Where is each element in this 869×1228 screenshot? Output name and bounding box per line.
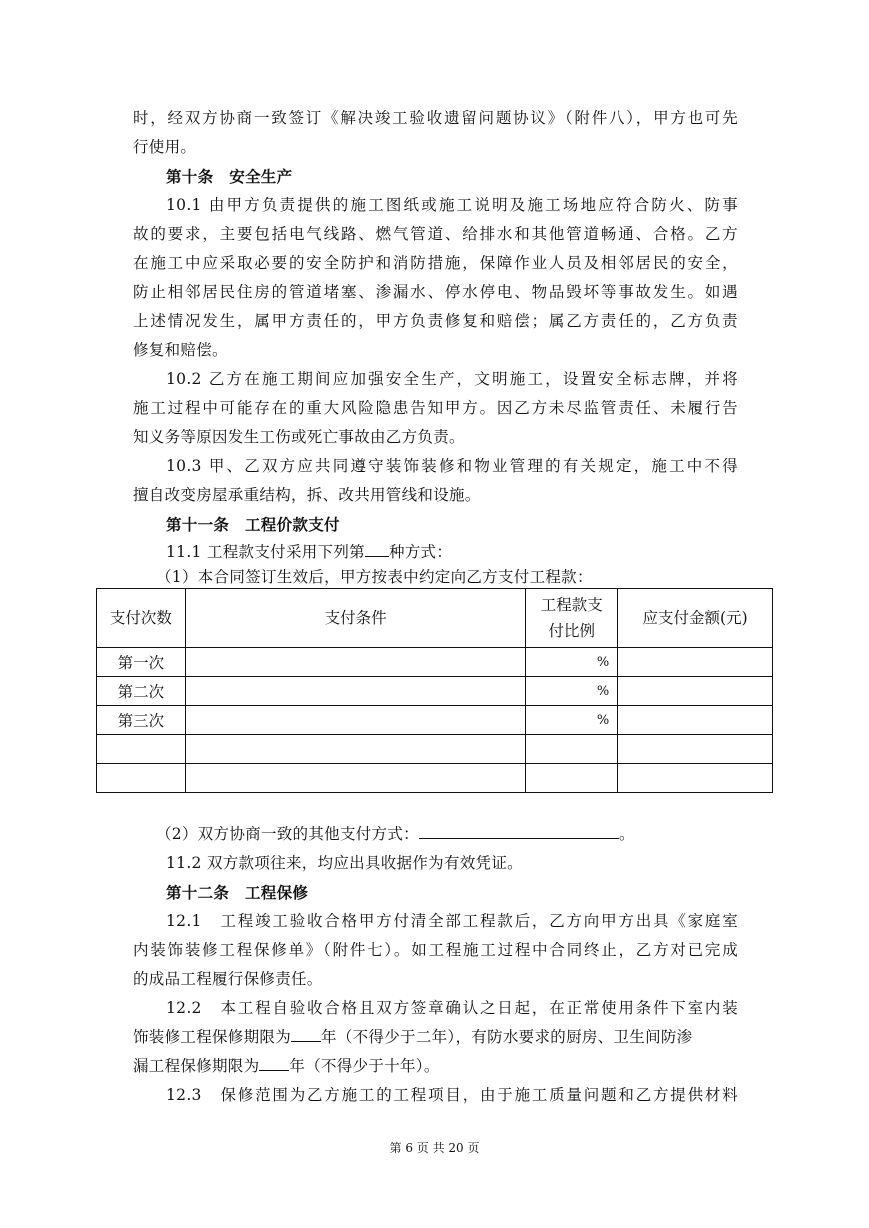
table-row: [97, 706, 773, 735]
paragraph-line: 的成品工程履行保修责任。: [133, 970, 323, 988]
header-cell: 支付条件: [185, 589, 525, 648]
payment-condition-cell[interactable]: [185, 677, 525, 706]
text-span: （2）双方协商一致的其他支付方式：: [156, 825, 419, 843]
blank-waterproof-warranty-years[interactable]: [259, 1052, 289, 1071]
paragraph-line: 时，经双方协商一致签订《解决竣工验收遗留问题协议》（附件八），甲方也可先: [133, 109, 738, 127]
paragraph-line: 擅自改变房屋承重结构，拆、改共用管线和设施。: [133, 486, 481, 504]
payment-ratio-cell[interactable]: [526, 735, 618, 764]
paragraph-line: [133, 1023, 738, 1052]
table-row: [97, 677, 773, 706]
paragraph-line: 防止相邻居民住房的管道堵塞、渗漏水、停水停电、物品毁坏等事故发生。如遇: [133, 283, 738, 301]
text-span: 年（不得少于十年）。: [289, 1057, 440, 1075]
paragraph-line: 故的要求，主要包括电气线路、燃气管道、给排水和其他管道畅通、合格。乙方: [133, 225, 738, 243]
section-heading-10: 第十条 安全生产: [166, 167, 293, 186]
payment-amount-cell[interactable]: [618, 648, 773, 677]
payment-count-cell: 第三次: [97, 706, 186, 735]
payment-count-cell[interactable]: [97, 735, 186, 764]
paragraph-line: 11.2 双方款项往来，均应出具收据作为有效凭证。: [166, 854, 523, 872]
paragraph-line: [156, 820, 761, 849]
text-span: 年（不得少于二年），有防水要求的厨房、卫生间防渗: [321, 1028, 693, 1046]
paragraph-line: [133, 1052, 738, 1081]
header-text: 工程款支: [540, 596, 603, 614]
paragraph-line: 10.1 由甲方负责提供的施工图纸或施工说明及施工场地应符合防火、防事: [166, 196, 738, 214]
text-span: 漏工程保修期限为: [133, 1057, 260, 1075]
table-row: [97, 735, 773, 764]
payment-condition-cell[interactable]: [185, 764, 525, 793]
blank-warranty-years[interactable]: [291, 1023, 321, 1042]
paragraph-line: 修复和赔偿。: [133, 341, 228, 359]
payment-ratio-cell[interactable]: %: [526, 648, 618, 677]
payment-count-cell: 第二次: [97, 677, 186, 706]
text-span: 种方式：: [388, 543, 453, 561]
paragraph-line: 12.1 工程竣工验收合格甲方付清全部工程款后，乙方向甲方出具《家庭室: [166, 912, 738, 930]
blank-method-number[interactable]: [365, 538, 389, 557]
header-cell: 支付次数: [97, 589, 186, 648]
payment-table: [96, 588, 773, 793]
paragraph-line: 12.3 保修范围为乙方施工的工程项目，由于施工质量问题和乙方提供材料: [166, 1086, 738, 1104]
paragraph-line: 在施工中应采取必要的安全防护和消防措施，保障作业人员及相邻居民的安全，: [133, 254, 738, 272]
payment-condition-cell[interactable]: [185, 706, 525, 735]
section-heading-11: 第十一条 工程价款支付: [166, 515, 340, 534]
table-row: [97, 764, 773, 793]
paragraph-line: 上述情况发生，属甲方责任的，甲方负责修复和赔偿；属乙方责任的，乙方负责: [133, 312, 738, 330]
payment-amount-cell[interactable]: [618, 706, 773, 735]
page-footer: 第 6 页 共 20 页: [389, 1141, 480, 1155]
paragraph-line: 施工过程中可能存在的重大风险隐患告知甲方。因乙方未尽监管责任、未履行告: [133, 399, 738, 417]
table-row: [97, 648, 773, 677]
paragraph-line: 10.2 乙方在施工期间应加强安全生产，文明施工，设置安全标志牌，并将: [166, 370, 738, 388]
paragraph-line: 行使用。: [133, 138, 197, 156]
paragraph-line: 10.3 甲、乙双方应共同遵守装饰装修和物业管理的有关规定，施工中不得: [166, 457, 738, 475]
blank-other-payment-method[interactable]: [419, 820, 619, 839]
paragraph-line: 12.2 本工程自验收合格且双方签章确认之日起，在正常使用条件下室内装: [166, 999, 738, 1017]
paragraph-line: （1）本合同签订生效后，甲方按表中约定向乙方支付工程款：: [156, 568, 593, 586]
payment-amount-cell[interactable]: [618, 735, 773, 764]
table-header-row: [97, 589, 773, 648]
payment-ratio-cell[interactable]: %: [526, 706, 618, 735]
header-cell: [526, 589, 618, 648]
payment-condition-cell[interactable]: [185, 735, 525, 764]
text-span: 。: [618, 825, 635, 843]
payment-ratio-cell[interactable]: %: [526, 677, 618, 706]
header-cell: 应支付金额(元): [618, 589, 773, 648]
text-span: 11.1 工程款支付采用下列第: [166, 543, 365, 561]
payment-condition-cell[interactable]: [185, 648, 525, 677]
payment-count-cell[interactable]: [97, 764, 186, 793]
payment-count-cell: 第一次: [97, 648, 186, 677]
payment-amount-cell[interactable]: [618, 677, 773, 706]
paragraph-line: 知义务等原因发生工伤或死亡事故由乙方负责。: [133, 428, 465, 446]
text-span: 饰装修工程保修期限为: [133, 1028, 292, 1046]
section-heading-12: 第十二条 工程保修: [166, 883, 309, 902]
header-text: 付比例: [548, 622, 596, 640]
payment-amount-cell[interactable]: [618, 764, 773, 793]
paragraph-line: 内装饰装修工程保修单》（附件七）。如工程施工过程中合同终止，乙方对已完成: [133, 941, 738, 959]
payment-ratio-cell[interactable]: [526, 764, 618, 793]
